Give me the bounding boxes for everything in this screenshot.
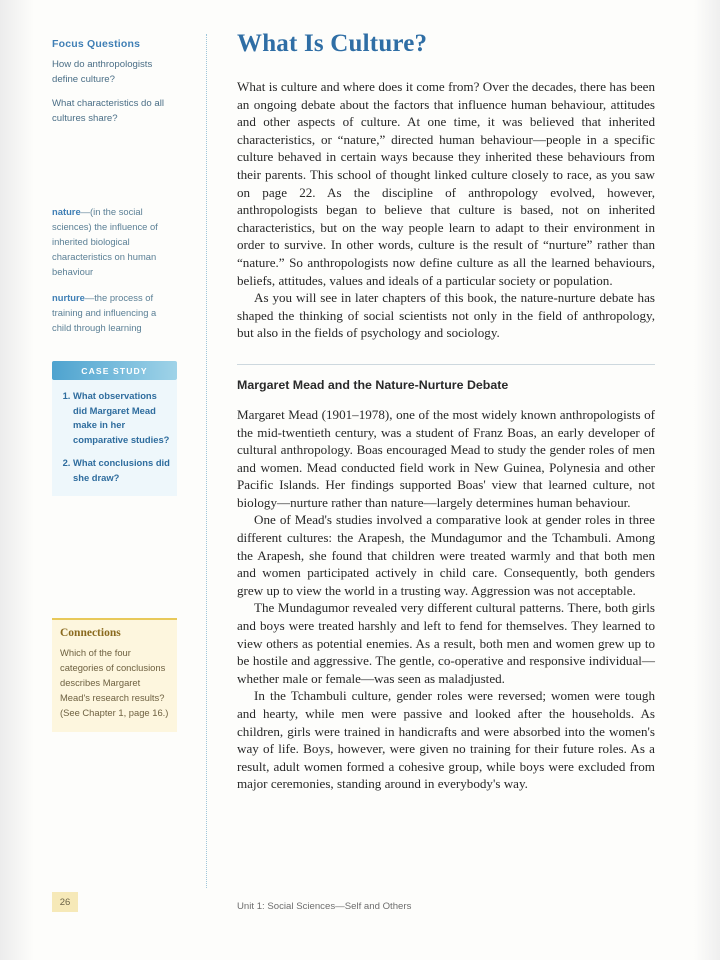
connections-title: Connections	[60, 627, 121, 639]
section-divider	[237, 364, 655, 365]
vocabulary-entry-nurture	[52, 290, 177, 335]
case-study-question-1: 1. What observations did Margaret Mead make in her comparative studies?	[73, 389, 170, 447]
page-title: What Is Culture?	[237, 30, 428, 57]
focus-questions-title: Focus Questions	[52, 38, 141, 50]
case-study-label: CASE STUDY	[81, 365, 148, 376]
main-content	[237, 30, 655, 793]
connections-box	[52, 618, 177, 732]
connections-text: Which of the four categories of conclusions describes Margaret Mead's research results? (See Chapter 1, page 16.)	[60, 647, 169, 718]
vocabulary-definition-nature: —(in the social sciences) the influence of inherited biological characteristics on human behaviour	[52, 206, 158, 277]
sidebar	[52, 38, 177, 732]
vocabulary-term-nurture: nurture	[52, 292, 85, 303]
column-divider	[206, 34, 207, 888]
vocabulary-definition-nurture: —the process of training and influencing a child through learning	[52, 292, 157, 333]
section-heading: Margaret Mead and the Nature-Nurture Debate	[237, 377, 509, 392]
body-paragraph-1: What is culture and where does it come from? Over the decades, there has been an ongoing debate about the factors that influence human behaviour, attitudes and other aspects of culture. At one time, it was believed that inherited characteristics, or “nature,” directed human behaviour—people in a specific culture behaved in certain ways because they inherited these behaviours from their parents. This school of thought linked culture closely to race, as you saw on page 22. As the discipline of anthropology evolved, however, anthropologists began to believe that culture is based, not on inherited characteristics, but on the way people learn to adapt to their environment in order to survive. In other words, culture is the result of “nurture” rather than “nature.” So anthropologists now define culture as all the learned behaviours, beliefs, attitudes, values and ideals of a particular society or population.	[237, 79, 655, 288]
page-number-badge	[52, 892, 78, 912]
section-paragraph-3: The Mundagumor revealed very different cultural patterns. There, both girls and boys were treated harshly and left to fend for themselves. They learned to view others as potential enemies. As a result, both men and women grew up to be hostile and aggressive. The gentle, co-operative and responsive individual—whether male or female—was seen as maladjusted.	[237, 600, 655, 686]
page-number: 26	[59, 896, 71, 908]
vocabulary-list	[52, 204, 177, 335]
section-paragraph-4: In the Tchambuli culture, gender roles were reversed; women were tough and hearty, while men were passive and looked after the households. As children, girls were trained in handicrafts and were absorbed into the women's way of life. Boys, however, were given no training for their future roles. As a result, adult women formed a cohesive group, while boys were excluded from major ceremonies, standing around in everybody's way.	[237, 688, 655, 792]
section-paragraph-2: One of Mead's studies involved a comparative look at gender roles in three different cultures: the Arapesh, the Mundagumor and the Tchambuli. Among the Arapesh, she found that children were treated warmly and that both men and women participated actively in child care. Consequently, both genders grew up to view the world in a trusting way. Aggression was not acceptable.	[237, 512, 655, 598]
focus-question-2: What characteristics do all cultures share?	[52, 98, 164, 124]
section-paragraph-1: Margaret Mead (1901–1978), one of the most widely known anthropologists of the mid-twentieth century, was a student of Franz Boas, an early developer of cultural anthropology. Boas encouraged Mead to study the gender roles of men and women. Mead conducted field work in New Guinea, Polynesia and other Pacific Islands. Her findings supported Boas' view that learned culture, not biology—nurture rather than nature—largely determines human behaviour.	[237, 406, 655, 510]
body-paragraph-2: As you will see in later chapters of this book, the nature-nurture debate has shaped the thinking of social scientists not only in the field of anthropology, but also in the fields of psychology and sociology.	[237, 290, 655, 341]
case-study-question-2: 2. What conclusions did she draw?	[73, 456, 170, 485]
case-study-box	[52, 380, 177, 496]
focus-question-1: How do anthropologists define culture?	[52, 59, 153, 85]
case-study-question-list	[59, 389, 170, 485]
vocabulary-term-nature: nature	[52, 206, 81, 217]
case-study-banner	[52, 361, 177, 380]
running-footer: Unit 1: Social Sciences—Self and Others	[237, 901, 412, 912]
vocabulary-entry-nature	[52, 204, 177, 279]
